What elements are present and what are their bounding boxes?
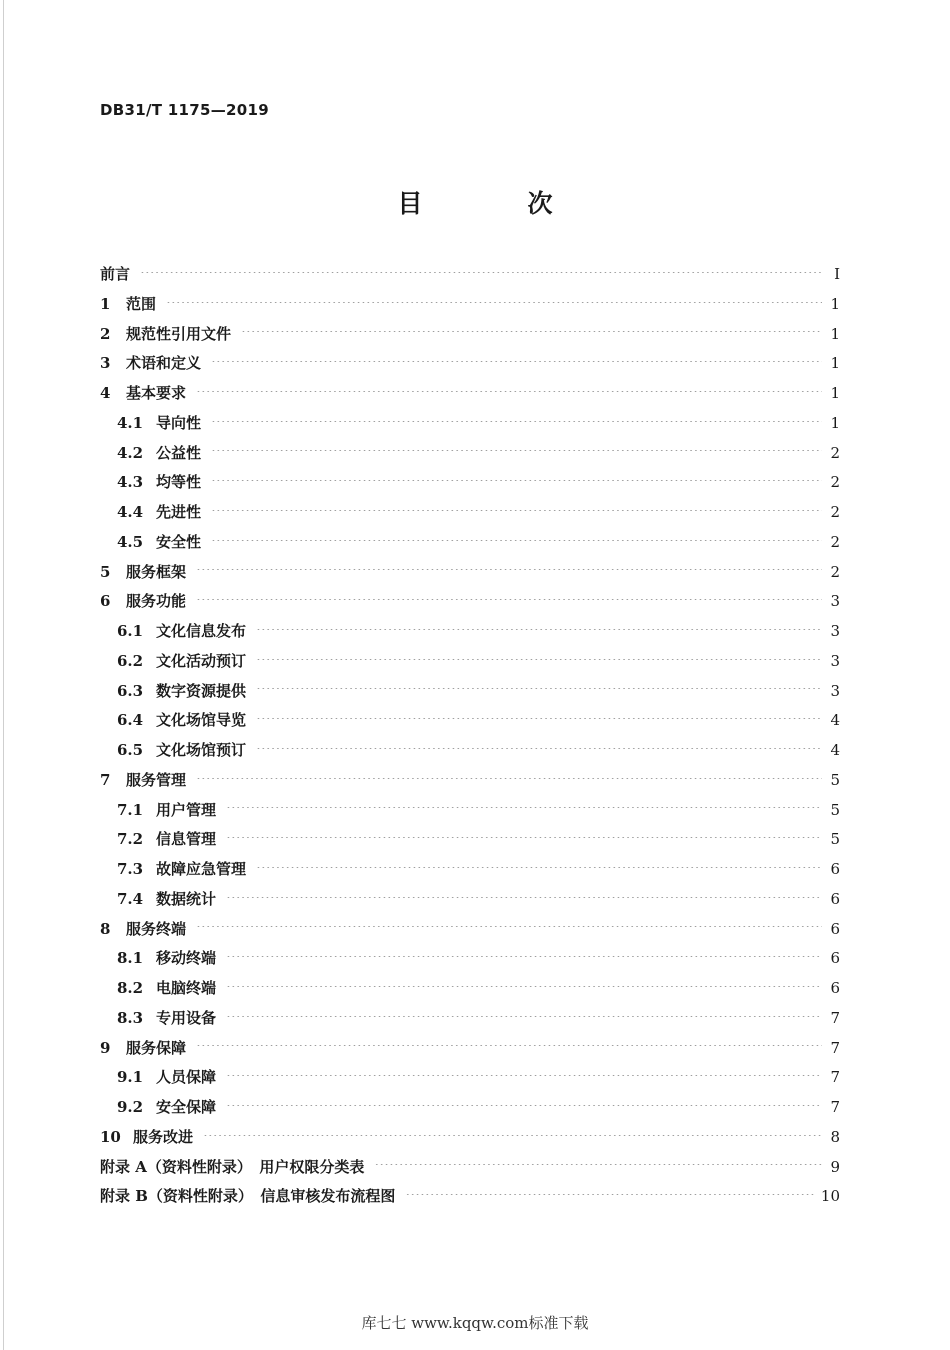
toc-entry-page: 1 [830, 413, 840, 432]
toc-entry-label: 服务保障 [126, 1038, 187, 1057]
toc-entry[interactable] [100, 501, 840, 531]
toc-entry-label: 前言 [100, 265, 131, 283]
toc-entry-label: 服务功能 [126, 592, 187, 611]
toc-entry-number: 6.3 [117, 681, 144, 700]
toc-entry-label: 电脑终端 [156, 979, 217, 997]
toc-entry-page: 5 [830, 770, 840, 789]
toc-entry-label: 人员保障 [156, 1068, 217, 1087]
toc-dot-leader [405, 1194, 815, 1206]
toc-entry-number: 6.2 [117, 651, 144, 670]
toc-entry-page: 7 [830, 1038, 840, 1057]
toc-entry-page: 3 [830, 622, 840, 640]
toc-entry-page: 3 [830, 592, 840, 611]
toc-title: 目 次 [397, 189, 593, 218]
toc-entry-label: 文化场馆预订 [156, 741, 247, 759]
toc-entry-page: 9 [830, 1157, 840, 1176]
toc-entry-number: 7.1 [117, 800, 144, 819]
toc-entry-number: 3 [100, 354, 111, 373]
toc-entry[interactable] [100, 590, 840, 620]
toc-entry-number: 7.3 [117, 860, 144, 878]
toc-entry-number: 8.3 [117, 1008, 144, 1027]
toc-entry[interactable] [100, 977, 840, 1007]
toc-entry[interactable] [100, 888, 840, 918]
toc-entry-label: 安全性 [156, 532, 202, 551]
toc-entry[interactable] [100, 442, 840, 472]
toc-entry-number: 6.4 [117, 711, 144, 730]
toc-entry-page: 5 [830, 830, 840, 849]
toc-dot-leader [196, 926, 822, 938]
toc-entry-label: 均等性 [156, 473, 202, 492]
toc-entry[interactable] [100, 858, 840, 888]
toc-entry-page: 2 [830, 473, 840, 492]
toc-entry-number: 7.4 [117, 889, 144, 908]
toc-entry-number: 2 [100, 324, 111, 343]
toc-entry-label: 先进性 [156, 503, 202, 521]
toc-entry-label: 数据统计 [156, 889, 217, 908]
toc-entry[interactable] [100, 531, 840, 561]
toc-entry[interactable] [100, 620, 840, 650]
toc-entry[interactable] [100, 471, 840, 501]
toc-entry-page: 6 [830, 860, 840, 878]
footer-watermark: 库七七 www.kqqw.com标准下载 [361, 1314, 589, 1332]
toc-dot-leader [196, 778, 822, 790]
toc-entry-label: 专用设备 [156, 1008, 217, 1027]
toc-entry-page: 7 [830, 1098, 840, 1116]
toc-entry[interactable] [100, 918, 840, 948]
toc-entry-label: 术语和定义 [126, 354, 202, 373]
toc-entry-page: 4 [830, 741, 840, 759]
toc-entry[interactable] [100, 412, 840, 442]
toc-entry-number: 9.2 [117, 1098, 144, 1116]
toc-entry[interactable] [100, 828, 840, 858]
toc-entry-number: 8.2 [117, 979, 144, 997]
toc-entry-page: 8 [830, 1127, 840, 1146]
toc-entry[interactable] [100, 769, 840, 799]
toc-entry[interactable] [100, 1156, 840, 1186]
toc-entry-page: 10 [820, 1187, 840, 1206]
toc-entry-page: 4 [830, 711, 840, 730]
toc-entry-label: 附录 B（资料性附录） 信息审核发布流程图 [100, 1187, 396, 1206]
toc-entry[interactable] [100, 1066, 840, 1096]
toc-dot-leader [226, 897, 822, 909]
toc-dot-leader [211, 361, 822, 373]
toc-entry[interactable] [100, 1007, 840, 1037]
toc-entry[interactable] [100, 650, 840, 680]
toc-entry-label: 范围 [126, 294, 157, 313]
toc-entry[interactable] [100, 263, 840, 293]
toc-entry-label: 文化活动预订 [156, 651, 247, 670]
toc-entry-number: 6.5 [117, 741, 144, 759]
toc-entry-number: 6 [100, 592, 111, 611]
toc-entry-label: 信息管理 [156, 830, 217, 849]
toc-entry-number: 6.1 [117, 622, 144, 640]
toc-entry[interactable] [100, 352, 840, 382]
toc-dot-leader [226, 1016, 822, 1028]
toc-entry-number: 4.4 [117, 503, 144, 521]
toc-entry-number: 10 [100, 1127, 121, 1146]
toc-entry-label: 故障应急管理 [156, 860, 247, 878]
toc-entry[interactable] [100, 323, 840, 353]
toc-entry-page: 7 [830, 1068, 840, 1087]
toc-entry-page: 2 [830, 503, 840, 521]
toc-dot-leader [196, 1045, 822, 1057]
toc-entry-label: 公益性 [156, 443, 202, 462]
toc-entry-label: 移动终端 [156, 949, 217, 968]
document-code: DB31/T 1175—2019 [100, 101, 269, 119]
toc-dot-leader [226, 837, 822, 849]
toc-entry-number: 8.1 [117, 949, 144, 968]
toc-entry-label: 数字资源提供 [156, 681, 247, 700]
toc-entry[interactable] [100, 1126, 840, 1156]
toc-entry[interactable] [100, 1037, 840, 1067]
toc-entry[interactable] [100, 1096, 840, 1126]
toc-dot-leader [256, 629, 822, 641]
toc-dot-leader [226, 1075, 822, 1087]
toc-entry-number: 4.3 [117, 473, 144, 492]
toc-entry-number: 4.2 [117, 443, 144, 462]
toc-entry-label: 用户管理 [156, 800, 217, 819]
toc-dot-leader [374, 1164, 822, 1176]
toc-entry-number: 9 [100, 1038, 111, 1057]
toc-dot-leader [226, 956, 822, 968]
toc-entry-number: 7 [100, 770, 111, 789]
toc-dot-leader [166, 302, 822, 314]
toc-dot-leader [196, 599, 822, 611]
toc-entry-label: 附录 A（资料性附录） 用户权限分类表 [100, 1157, 365, 1176]
toc-dot-leader [226, 807, 822, 819]
toc-entry-label: 安全保障 [156, 1098, 217, 1116]
toc-dot-leader [241, 331, 822, 343]
toc-entry-page: 2 [830, 443, 840, 462]
toc-entry-page: 1 [830, 354, 840, 373]
toc-entry-number: 1 [100, 294, 111, 313]
toc-dot-leader [203, 1135, 822, 1147]
toc-entry[interactable] [100, 561, 840, 591]
toc-dot-leader [226, 1105, 822, 1117]
toc-entry-label: 文化信息发布 [156, 622, 247, 640]
toc-entry-number: 9.1 [117, 1068, 144, 1087]
toc-dot-leader [211, 421, 822, 433]
toc-entry[interactable] [100, 680, 840, 710]
toc-entry-page: 2 [830, 532, 840, 551]
toc-entry-label: 服务终端 [126, 919, 187, 938]
toc-dot-leader [256, 867, 822, 879]
toc-dot-leader [196, 391, 822, 403]
toc-dot-leader [211, 480, 822, 492]
toc-entry[interactable] [100, 947, 840, 977]
toc-entry[interactable] [100, 293, 840, 323]
toc-entry-page: 6 [830, 949, 840, 968]
toc-dot-leader [256, 659, 822, 671]
toc-dot-leader [256, 748, 822, 760]
toc-dot-leader [226, 986, 822, 998]
toc-dot-leader [140, 272, 822, 284]
toc-entry-page: 5 [830, 800, 840, 819]
toc-entry[interactable] [100, 709, 840, 739]
toc-entry-page: 6 [830, 919, 840, 938]
toc-entry-page: 1 [830, 294, 840, 313]
toc-entry-page: 2 [830, 562, 840, 581]
toc-entry-page: 6 [830, 889, 840, 908]
table-of-contents [100, 263, 840, 1215]
toc-entry-number: 7.2 [117, 830, 144, 849]
toc-entry-number: 5 [100, 562, 111, 581]
toc-entry[interactable] [100, 799, 840, 829]
toc-entry-label: 服务管理 [126, 770, 187, 789]
toc-entry-label: 基本要求 [126, 384, 187, 402]
toc-dot-leader [211, 450, 822, 462]
toc-entry[interactable] [100, 739, 840, 769]
toc-dot-leader [256, 718, 822, 730]
toc-dot-leader [211, 540, 822, 552]
toc-entry-page: 7 [830, 1008, 840, 1027]
toc-entry-label: 规范性引用文件 [126, 324, 232, 343]
toc-entry-number: 4.1 [117, 413, 144, 432]
toc-entry-label: 服务改进 [133, 1127, 194, 1146]
toc-entry-page: 1 [830, 324, 840, 343]
toc-entry-label: 服务框架 [126, 562, 187, 581]
toc-entry[interactable] [100, 1185, 840, 1215]
toc-entry-label: 导向性 [156, 413, 202, 432]
toc-entry-page: I [834, 265, 840, 283]
toc-entry-page: 6 [830, 979, 840, 997]
toc-entry-number: 4.5 [117, 532, 144, 551]
toc-dot-leader [256, 688, 822, 700]
toc-entry-page: 3 [830, 651, 840, 670]
toc-entry-page: 1 [830, 384, 840, 402]
toc-dot-leader [196, 569, 822, 581]
toc-entry-label: 文化场馆导览 [156, 711, 247, 730]
toc-dot-leader [211, 510, 822, 522]
toc-entry-number: 4 [100, 384, 111, 402]
toc-entry[interactable] [100, 382, 840, 412]
toc-entry-number: 8 [100, 919, 111, 938]
toc-entry-page: 3 [830, 681, 840, 700]
